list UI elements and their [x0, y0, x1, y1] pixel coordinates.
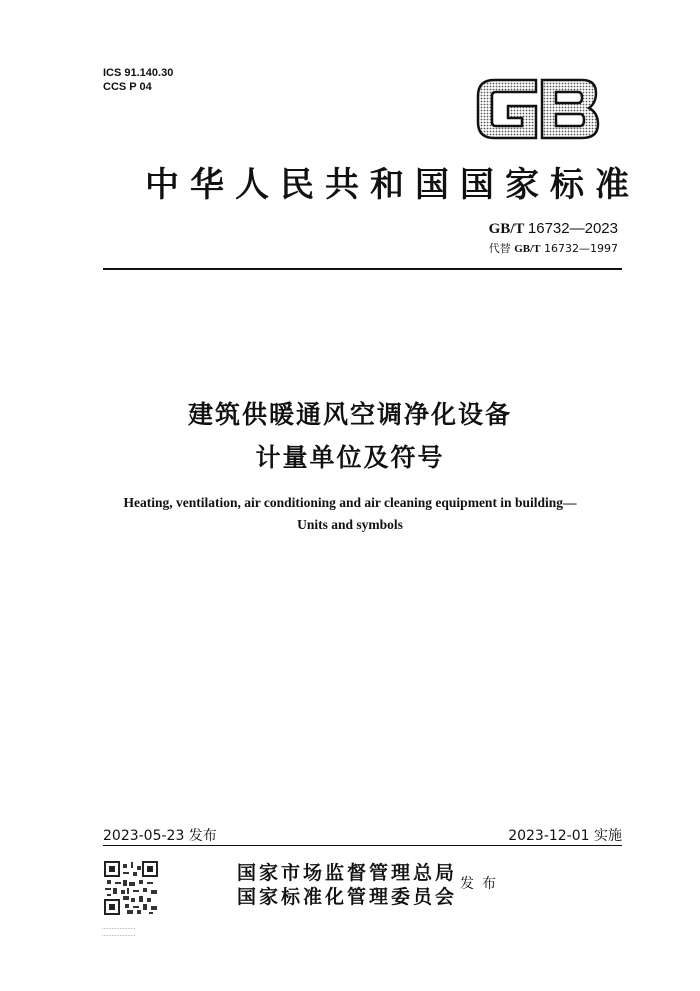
page-title: 中华人民共和国国家标准 — [145, 165, 640, 205]
chinese-title-line-2: 计量单位及符号 — [255, 443, 445, 472]
english-title-line-1: Heating, ventilation, air conditioning and air cleaning equipment in building— — [123, 495, 577, 510]
implementation-date: 2023-12-01 实施 — [508, 828, 622, 844]
publish-label: 发布 — [460, 876, 504, 892]
chinese-title-line-1: 建筑供暖通风空调净化设备 — [187, 400, 512, 429]
issuer-samr: 国家市场监督管理总局 — [237, 862, 458, 884]
replaces-standard — [489, 240, 618, 256]
ccs-code: CCS P 04 — [103, 81, 152, 93]
qr-code-icon — [103, 860, 159, 916]
issuer-sac: 国家标准化管理委员会 — [237, 886, 458, 908]
issue-date: 2023-05-23 发布 — [103, 828, 217, 844]
english-title-line-2: Units and symbols — [297, 517, 403, 532]
replaces-number: 16732—1997 — [544, 242, 618, 255]
header-divider — [103, 268, 622, 270]
replaces-label: 代替 — [488, 242, 511, 255]
footer-divider — [103, 845, 622, 846]
standard-number-value: 16732—2023 — [527, 220, 618, 237]
gb-logo — [474, 76, 602, 142]
replaces-code: GB/T — [514, 243, 541, 255]
standard-prefix: GB/T — [488, 221, 525, 237]
standard-number — [489, 220, 618, 238]
ics-code: ICS 91.140.30 — [103, 67, 174, 79]
qr-caption: ····················· ····················· — [102, 926, 136, 939]
classification-codes — [103, 66, 173, 94]
